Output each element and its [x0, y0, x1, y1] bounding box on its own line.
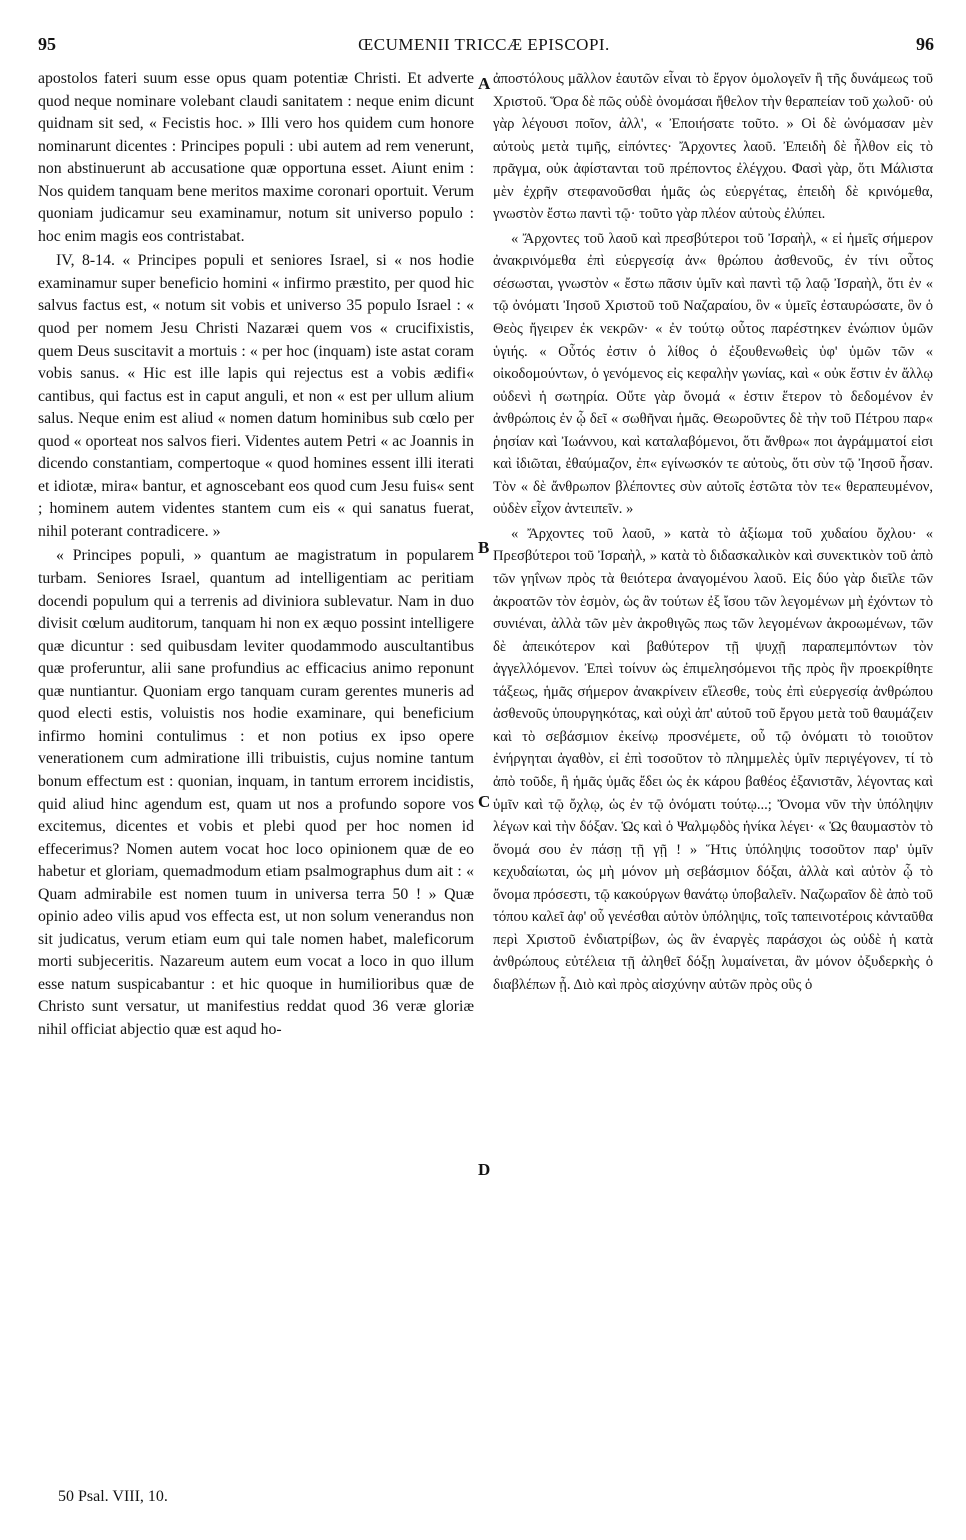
latin-paragraph-1: apostolos fateri suum esse opus quam potentiæ Christi. Et adverte quod neque nominare volebant claudi sanitatem : neque enim dicunt quidnam sit sed, « Fecistis hoc. » Illi vero hos quidem cum honore nominarunt dicentes : Principes populi : ubi autem ad rem venerunt, non abstinuerunt ab accusatione quæ opportuna esset. Aiunt enim : Nos quidem tanquam bene meritos maxime coronari oportuit. Verum quoniam judicamur seu examinamur, notum sit universo populo : hoc enim magis eos contristabat.	[38, 70, 474, 245]
greek-paragraph-1: ἀποστόλους μᾶλλον ἑαυτῶν εἶναι τὸ ἔργον ὁμολογεῖν ἢ τῆς δυνάμεως τοῦ Χριστοῦ. Ὅρα δὲ πῶς οὐδὲ ὀνομάσαι ἤθελον τὴν θεραπείαν τοῦ χωλοῦ· οὐ γὰρ λέγουσι ποῖον, ἀλλ', « Ἐποιήσατε τοῦτο. » Οἱ δὲ ὠνόμασαν μὲν αὐτοὺς μετὰ τιμῆς, εἰπόντες· Ἄρχοντες λαοῦ. Ἐπειδὴ δὲ ἦλθον εἰς τὸ πρᾶγμα, οὐκ ἀφίστανται τοῦ πρέποντος ἐλέγχου. Φασὶ γὰρ, ὅτι Μάλιστα μὲν ἐχρῆν στεφανοῦσθαι ἡμᾶς ὡς εὐεργέτας, ἐπειδὴ δὲ κρινόμεθα, γνωστὸν ἔστω παντὶ τῷ· τοῦτο γὰρ πλέον αὐτοὺς ἐλύπει.	[493, 71, 933, 223]
footnote: 50 Psal. VIII, 10.	[58, 1488, 168, 1505]
greek-column	[493, 68, 933, 998]
greek-paragraph-2: « Ἄρχοντες τοῦ λαοῦ καὶ πρεσβύτεροι τοῦ Ἰσραὴλ, « εἰ ἡμεῖς σήμερον ἀνακρινόμεθα ἐπὶ εὐεργεσίᾳ ἀν« θρώπου ἀσθενοῦς, ἐν τίνι οὗτος σέσωσται, γνωστὸν « ἔστω πᾶσιν ὑμῖν καὶ παντὶ τῷ λαῷ Ἰσραὴλ, ὅτι ἐν « τῷ ὀνόματι Ἰησοῦ Χριστοῦ τοῦ Ναζαραίου, ὃν « ὑμεῖς ἐσταυρώσατε, ὃν ὁ Θεὸς ἤγειρεν ἐκ νεκρῶν· « ἐν τούτῳ οὗτος παρέστηκεν ἐνώπιον ὑμῶν ὑγιής. « Οὗτός ἐστιν ὁ λίθος ὁ ἐξουθενωθεὶς ὑφ' ὑμῶν τῶν « οἰκοδομούντων, ὁ γενόμενος εἰς κεφαλὴν γωνίας, καὶ « οὐκ ἔστιν ἐν ἄλλῳ οὐδενὶ ἡ σωτηρία. Οὔτε γὰρ ὄνομά « ἐστιν ἕτερον τὸ δεδομένον ἐν ἀνθρώποις ἐν ᾧ δεῖ « σωθῆναι ἡμᾶς. Θεωροῦντες δὲ τὴν τοῦ Πέτρου παρ« ῥησίαν καὶ Ἰωάννου, καὶ καταλαβόμενοι, ὅτι ἄνθρω« ποι ἀγράμματοί εἰσι καὶ ἰδιῶται, ἐθαύμαζον, ἐπ« εγίνωσκόν τε αὐτοὺς, ὅτι σὺν τῷ Ἰησοῦ ἦσαν. Τὸν « δὲ ἄνθρωπον βλέποντες σὺν αὐτοῖς ἑστῶτα τὸν τε« θεραπευμένον, οὐδὲν εἶχον ἀντειπεῖν. »	[493, 230, 933, 518]
section-marker-a: A	[478, 74, 491, 93]
greek-paragraph-3: « Ἄρχοντες τοῦ λαοῦ, » κατὰ τὸ ἀξίωμα τοῦ χυδαίου ὄχλου· « Πρεσβύτεροι τοῦ Ἰσραὴλ, » κατὰ τὸ διδασκαλικὸν καὶ συνεκτικὸν τοῦ ἀπὸ τῶν γηΐνων πρὸς τὰ θειότερα ἀναγομένου λαοῦ. Εἰς δύο γὰρ διεῖλε τῶν ἀκροατῶν τὸν ἑσμὸν, ὡς ἂν τούτων ἐξ ἴσου τῶν λεγομένων μὴ ἐχόντων τὸ συνιέναι, ἀλλὰ τῶν μὲν ἀκροθιγῶς πως τῶν λεγομένων ἀκροωμένων, τῶν δὲ ἀπεικότερον καὶ βαθύτερον τῇ ψυχῇ παραπεμπόντων τὸν ἀγγελλόμενον. Ἐπεὶ τοίνυν ὡς ἐπιμελησόμενοι τῆς πρὸς ἣν προεκρίθητε τάξεως, ἡμᾶς σήμερον ἀνακρίνειν εἵλεσθε, τοὺς ἐπὶ εὐεργεσίᾳ ἀνθρώπου ἀσθενοῦς ὑπουργηκότας, καὶ οὐχὶ ἀπ' αὐτοῦ τοῦ ἔργου μετὰ τοῦ θαυμάζειν καὶ τὸ σεβάσμιον ἐκείνῳ προσνέμετε, οὗ τῷ ὀνόματι τὸ τοιοῦτον ἐνήργηται ἀγαθὸν, εἰ ἐπὶ τοσοῦτον τὸ πλημμελὲς ὑμῖν περιγέγονεν, τί τὸ ἀπὸ τοῦδε, ἢ ἡμᾶς ὑμᾶς ἔδει ὡς ἐκ κάρου βαθέος ἐξανιστᾶν, λέγοντας καὶ ὑμῖν καὶ τῷ ὄχλῳ, ὡς ἐν τῷ ὀνόματι τούτῳ...; Ὄνομα νῦν τὴν ὑπόληψιν λέγων καὶ τὴν δόξαν. Ὡς καὶ ὁ Ψαλμῳδὸς ἡνίκα λέγει· « Ὡς θαυμαστὸν τὸ ὄνομά σου ἐν πάσῃ τῇ γῇ ! » Ἥτις ὑπόληψις τοσοῦτον παρ' ὑμῖν κεχυδαίωται, ὡς μὴ μόνον μὴ σεβάσμιον δόξαι, ἀλλὰ καὶ αὐτὸν ᾧ τὸ ὄνομα πρόσεστι, τῷ κακούργων θανάτῳ ὑποβαλεῖν. Ναζωραῖον δὲ ἀπὸ τοῦ τόπου καλεῖ ἀφ' οὗ γενέσθαι αὐτὸν ὑπόληψις, τοῖς ταπεινοτέροις κἀνταῦθα περὶ Χριστοῦ ἐνδιατρίβων, ὡς ἂν ἐναργὲς παράσχοι ὡς οὐδὲ ἡ κατὰ ἀνθρώπους εὐτέλεια τῇ ἀληθεῖ δόξῃ λυμαίνεται, ἂν μόνον ὀξυδερκὴς ὁ διαβλέπων ᾖ. Διὸ καὶ πρὸς αἰσχύνην αὐτῶν πρὸς οὓς ὁ	[493, 525, 933, 993]
running-title: ŒCUMENII TRICCÆ EPISCOPI.	[358, 35, 610, 54]
page-number-left: 95	[38, 34, 56, 54]
latin-column	[38, 68, 474, 1044]
latin-paragraph-2: IV, 8-14. « Principes populi et seniores Israel, si « nos hodie examinamur super beneficio homini « infirmo præstito, per quod hic salvus factus est, « notum sit vobis et universo 35 populo Israel : « quod per nomem Jesu Christi Nazaræi quem vos « crucifixistis, quem Deus suscitavit a mortuis : « per hoc (inquam) iste astat coram vobis sanus. « Hic est ille lapis qui rejectus est a vobis ædifi« cantibus, qui factus est in caput anguli, et non « est per ullum alium salus. Neque enim est aliud « nomen datum hominibus sub cœlo per quod « oporteat nos salvos fieri. Videntes autem Petri « ac Joannis in dicendo constantiam, compertoque « quod homines essent illi iterati et idiotæ, mira« bantur, et agnoscebant eos quod cum Jesu fuis« sent ; hominem autem videntes stantem cum eis « qui sanatus fuerat, nihil poterant contradicere. »	[38, 252, 474, 540]
section-marker-d: D	[478, 1160, 491, 1179]
section-marker-c: C	[478, 792, 491, 811]
running-header	[32, 34, 936, 56]
latin-paragraph-3: « Principes populi, » quantum ae magistratum in popularem turbam. Seniores Israel, quantum ad intelligentiam ac peritiam docendi populum qui a terrenis ad diviniora sublevatur. Nam in duo divisit cœlum auditorum, tanquam hi non ex æquo possint intelligere quæ dicuntur : sed quibusdam leviter quodammodo auscultantibus quæ proferuntur, alii sane profundius ac efficacius animo reponunt quæ nuntiantur. Quoniam ergo tanquam curam gerentes muneris ad quod electi estis, voluistis nos hodie examinare, qui beneficium infirmo homini contulimus : et non potius ex ipso opere venerationem cum admiratione illi tribuistis, cujus nomine tantum bonum effectum est : quonian, inquam, in tantum errorem incidistis, quid aliud hinc agendum est, quam ut nos a profundo sopore vos excitemus, dicentes et vobis et plebi quod per hoc nomen id effecerimus? Nomen autem vocat hoc loco opinionem quæ de eo habetur et gloriam, quemadmodum etiam psalmographus dum ait : « Quam admirabile est nomen tuum in universa terra 50 ! » Quæ opinio adeo vilis apud vos effecta est, ut non solum venerandus non sit judicatus, verum etiam eum qui tale nomen habet, maleficorum morti subjeceritis. Nazareum autem eum vocat a loco in quo illum esse natum suspicabantur : et hic quoque in humilioribus quæ de Christo sunt versatur, ut manifestius reddat quod 36 veræ gloriæ nihil officiat abjectio quæ est aqud ho-	[38, 547, 474, 1038]
section-marker-b: B	[478, 538, 490, 557]
page-number-right: 96	[916, 34, 934, 54]
